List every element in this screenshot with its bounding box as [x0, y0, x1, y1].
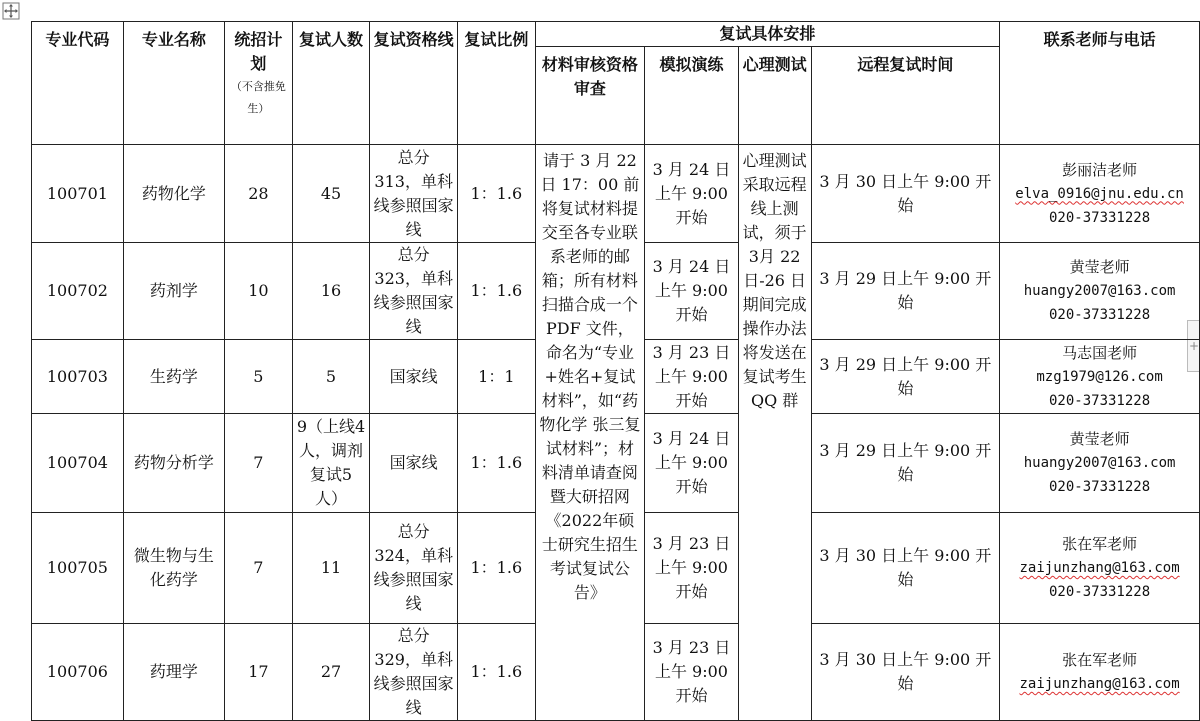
row-plan: 7: [225, 513, 293, 624]
row-ratio: 1：1: [458, 340, 536, 414]
row-code: 100706: [32, 624, 124, 721]
contact-email: zaijunzhang@163.com: [1019, 560, 1180, 576]
header-contact: 联系老师与电话: [1000, 22, 1200, 145]
header-drill: 模拟演练: [645, 47, 739, 145]
row-contact: [1000, 624, 1200, 721]
row-score-line: 国家线: [370, 414, 458, 513]
row-count: 45: [292, 145, 370, 243]
header-psych: 心理测试: [738, 47, 811, 145]
row-drill: 3 月 23 日上午 9:00开始: [645, 624, 739, 721]
table-row: [32, 145, 1200, 243]
row-code: 100701: [32, 145, 124, 243]
row-drill: 3 月 23 日上午 9:00开始: [645, 340, 739, 414]
contact-teacher: 黄莹老师: [1069, 430, 1130, 448]
row-remote-time: 3 月 30 日上午 9:00 开始: [811, 513, 1000, 624]
header-remote-time: 远程复试时间: [811, 47, 1000, 145]
row-score-line: 总分 329，单科线参照国家线: [370, 624, 458, 721]
contact-email: elva_0916@jnu.edu.cn: [1015, 185, 1184, 202]
row-score-line: 国家线: [370, 340, 458, 414]
row-remote-time: 3 月 30 日上午 9:00 开始: [811, 145, 1000, 243]
row-ratio: 1：1.6: [458, 513, 536, 624]
row-remote-time: 3 月 29 日上午 9:00 开始: [811, 340, 1000, 414]
row-plan: 28: [225, 145, 293, 243]
contact-teacher: 张在军老师: [1062, 535, 1138, 553]
contact-email: huangy2007@163.com: [1023, 283, 1176, 299]
row-name: 药理学: [123, 624, 224, 721]
contact-phone: 020-37331228: [1049, 584, 1151, 600]
header-ratio: 复试比例: [458, 22, 536, 145]
psych-test-instructions: 心理测试采取远程线上测试，须于 3月 22 日-26 日期间完成操作办法将发送在复试考生QQ 群: [738, 145, 811, 721]
row-count: 9（上线4 人，调剂复试5 人）: [292, 414, 370, 513]
row-code: 100704: [32, 414, 124, 513]
header-name: 专业名称: [123, 22, 224, 145]
header-schedule-group: 复试具体安排: [535, 22, 1000, 47]
contact-email: mzg1979@126.com: [1036, 368, 1163, 385]
row-count: 11: [292, 513, 370, 624]
row-drill: 3 月 24 日上午 9:00开始: [645, 145, 739, 243]
retest-schedule-table: [31, 21, 1200, 721]
contact-phone: 020-37331228: [1049, 307, 1151, 323]
row-ratio: 1：1.6: [458, 624, 536, 721]
contact-email: zaijunzhang@163.com: [1019, 676, 1180, 692]
row-name: 药物化学: [123, 145, 224, 243]
review-instructions: 请于 3 月 22 日 17：00 前将复试材料提交至各专业联系老师的邮箱；所有材料扫描合成一个 PDF 文件，命名为“专业+姓名+复试材料”，如“药物化学 张三复试材料”；材料清单请查阅暨大研招网《2022年硕士研究生招生考试复试公告》: [535, 145, 645, 721]
contact-email: huangy2007@163.com: [1023, 455, 1176, 471]
row-plan: 5: [225, 340, 293, 414]
contact-teacher: 张在军老师: [1062, 651, 1138, 669]
contact-teacher: 彭丽洁老师: [1062, 160, 1138, 179]
row-count: 5: [292, 340, 370, 414]
row-contact: [1000, 340, 1200, 414]
row-drill: 3 月 24 日上午 9:00开始: [645, 414, 739, 513]
row-contact: [1000, 513, 1200, 624]
row-drill: 3 月 23 日上午 9:00开始: [645, 513, 739, 624]
row-ratio: 1：1.6: [458, 243, 536, 340]
contact-teacher: 马志国老师: [1062, 343, 1138, 362]
row-remote-time: 3 月 29 日上午 9:00 开始: [811, 243, 1000, 340]
row-plan: 7: [225, 414, 293, 513]
row-count: 27: [292, 624, 370, 721]
header-count: 复试人数: [292, 22, 370, 145]
row-count: 16: [292, 243, 370, 340]
row-contact: [1000, 243, 1200, 340]
header-review: 材料审核资格审查: [535, 47, 645, 145]
row-score-line: 总分 313，单科线参照国家线: [370, 145, 458, 243]
row-drill: 3 月 24 日上午 9:00开始: [645, 243, 739, 340]
row-score-line: 总分 324，单科线参照国家线: [370, 513, 458, 624]
row-name: 药剂学: [123, 243, 224, 340]
row-name: 药物分析学: [123, 414, 224, 513]
row-remote-time: 3 月 29 日上午 9:00 开始: [811, 414, 1000, 513]
row-ratio: 1：1.6: [458, 145, 536, 243]
contact-teacher: 黄莹老师: [1069, 258, 1130, 276]
row-name: 微生物与生化药学: [123, 513, 224, 624]
row-code: 100702: [32, 243, 124, 340]
row-contact: [1000, 414, 1200, 513]
row-code: 100703: [32, 340, 124, 414]
row-remote-time: 3 月 30 日上午 9:00 开始: [811, 624, 1000, 721]
table-move-handle-icon[interactable]: [0, 0, 22, 22]
row-code: 100705: [32, 513, 124, 624]
row-ratio: 1：1.6: [458, 414, 536, 513]
row-plan: 10: [225, 243, 293, 340]
row-contact: [1000, 145, 1200, 243]
header-plan: 统招计划 （不含推免生）: [225, 22, 293, 145]
header-code: 专业代码: [32, 22, 124, 145]
row-score-line: 总分 323，单科线参照国家线: [370, 243, 458, 340]
row-name: 生药学: [123, 340, 224, 414]
row-plan: 17: [225, 624, 293, 721]
contact-phone: 020-37331228: [1049, 479, 1151, 495]
contact-phone: 020-37331228: [1049, 209, 1151, 226]
header-score-line: 复试资格线: [370, 22, 458, 145]
header-plan-note: （不含推免生）: [230, 80, 286, 115]
plus-icon[interactable]: +: [1187, 320, 1200, 372]
contact-phone: 020-37331228: [1049, 392, 1151, 409]
